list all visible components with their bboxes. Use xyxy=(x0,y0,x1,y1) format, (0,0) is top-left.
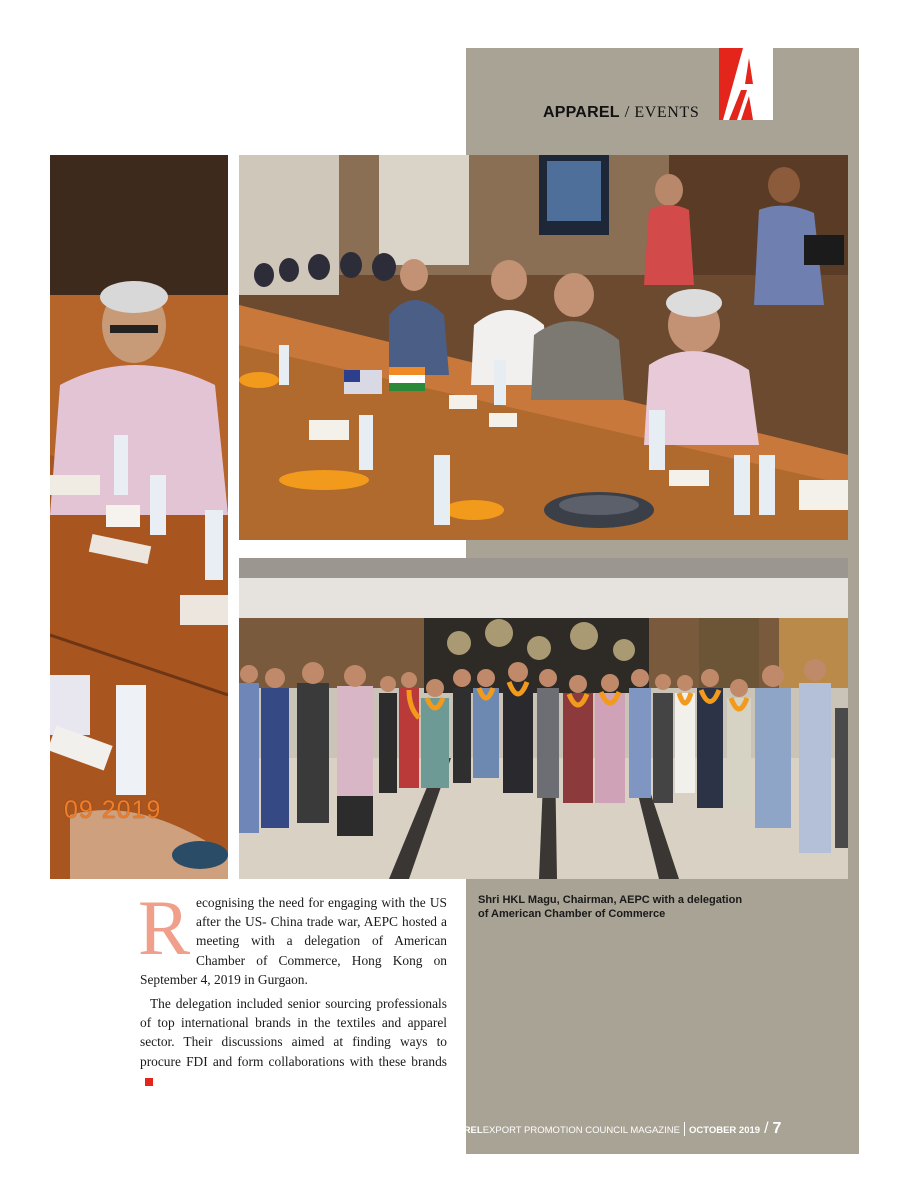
photo-chairman-closeup xyxy=(50,155,228,879)
section-label: APPAREL xyxy=(543,104,620,121)
end-square-icon xyxy=(145,1078,153,1086)
subsection-label: EVENTS xyxy=(634,104,700,121)
photo-caption: Shri HKL Magu, Chairman, AEPC with a delegation of American Chamber of Commerce xyxy=(478,894,743,920)
article-body xyxy=(138,884,447,1090)
article-paragraph-2 xyxy=(140,994,447,1090)
footer-issue: OCTOBER 2019 xyxy=(688,1125,761,1136)
article-paragraph-2-text: The delegation included senior sourcing professionals of top international brands in the textiles and apparel sector. Their discussions aimed at finding ways to procure FDI and form collaborations with these brands xyxy=(140,996,447,1069)
photo-meeting-table xyxy=(239,155,848,540)
section-separator: / xyxy=(624,102,630,121)
aepc-a-logo-icon xyxy=(719,48,773,120)
article-paragraph-1: ecognising the need for engaging with the US after the US- China trade war, AEPC hosted a meeting with a delegation of American Chamber of Commerce, Hong Kong on September 4, 2019 in Gurgaon. xyxy=(140,895,447,987)
section-header xyxy=(543,102,699,124)
footer-slash: / xyxy=(764,1120,769,1137)
article-dropcap: R xyxy=(138,884,191,971)
footer-magazine-name: EXPORT PROMOTION COUNCIL MAGAZINE xyxy=(482,1125,680,1136)
footer-divider xyxy=(684,1122,685,1136)
photo-delegation-group xyxy=(239,558,848,879)
photo-date-stamp: 09 2019 xyxy=(64,796,162,824)
page-number: 7 xyxy=(772,1120,782,1137)
page-footer xyxy=(438,1120,781,1138)
footer-apparel: APPAREL xyxy=(438,1125,483,1136)
